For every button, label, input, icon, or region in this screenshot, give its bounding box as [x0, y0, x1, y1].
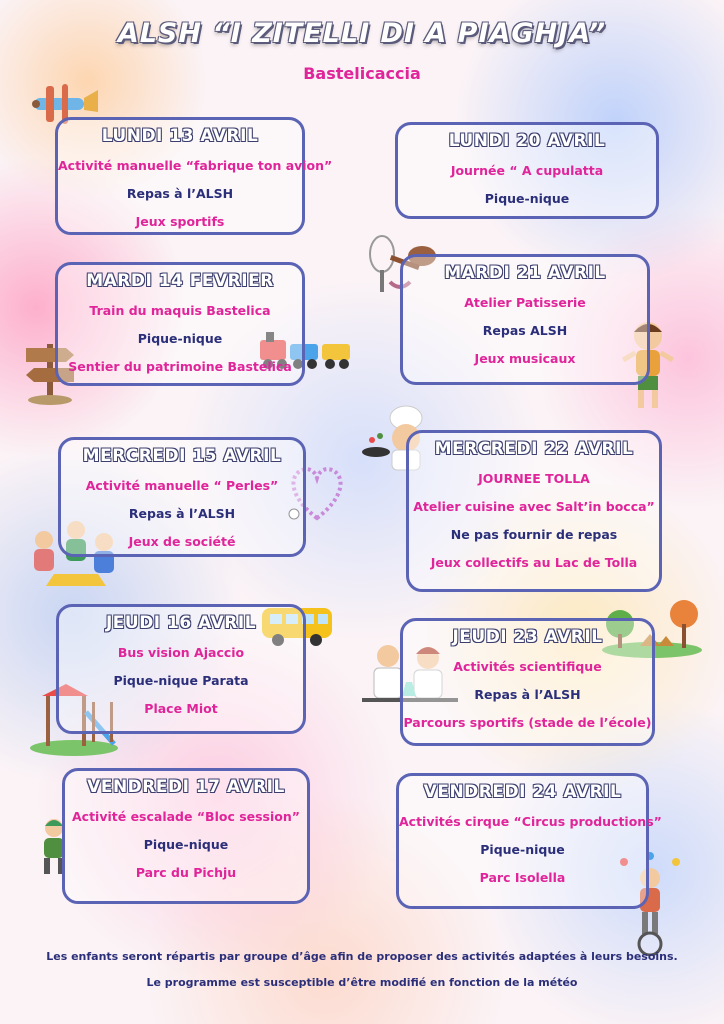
- activity-line: Atelier Patisserie: [464, 295, 586, 310]
- activity-line: Pique-nique: [143, 837, 229, 852]
- day-heading: MARDI 14 FEVRIER: [86, 271, 274, 291]
- activity-line: Pique-nique: [137, 331, 223, 346]
- day-heading: LUNDI 13 AVRIL: [101, 126, 259, 146]
- activity-line: Jeux collectifs au Lac de Tolla: [430, 555, 638, 570]
- activity-line: Journée “ A cupulatta: [450, 163, 604, 178]
- day-heading: MERCREDI 15 AVRIL: [82, 446, 282, 466]
- day-heading: JEUDI 23 AVRIL: [452, 627, 603, 647]
- day-heading: MARDI 21 AVRIL: [444, 263, 606, 283]
- activity-line: Atelier cuisine avec Salt’in bocca”: [413, 499, 655, 514]
- day-heading: JEUDI 16 AVRIL: [105, 613, 257, 633]
- day-heading: MERCREDI 22 AVRIL: [434, 439, 634, 459]
- activity-line: Activité manuelle “ Perles”: [85, 478, 279, 493]
- footer-note-weather: Le programme est susceptible d’être modifié en fonction de la météo: [146, 976, 578, 989]
- activity-line: Repas à l’ALSH: [128, 506, 236, 521]
- activity-line: Activité manuelle “fabrique ton avion”: [58, 158, 333, 173]
- activity-line: Pique-nique: [484, 191, 570, 206]
- day-card-lundi-13: [55, 117, 333, 235]
- day-heading: VENDREDI 17 AVRIL: [87, 777, 285, 797]
- activity-line: Train du maquis Bastelica: [89, 303, 271, 318]
- activity-line: Jeux de société: [128, 534, 236, 549]
- activity-line: Parc Isolella: [479, 870, 566, 885]
- activity-line: Bus vision Ajaccio: [117, 645, 245, 660]
- day-card-mercredi-22: [406, 430, 662, 592]
- day-card-mardi-14: [55, 262, 305, 386]
- day-card-mercredi-15: [58, 437, 306, 557]
- activity-line: Jeux musicaux: [474, 351, 576, 366]
- page-subtitle: Bastelicaccia: [303, 64, 421, 83]
- activity-line: Pique-nique Parata: [113, 673, 249, 688]
- activity-line: Activités cirque “Circus productions”: [399, 814, 662, 829]
- activity-line: Repas à l’ALSH: [126, 186, 234, 201]
- day-card-lundi-20: [395, 122, 659, 219]
- activity-line: Ne pas fournir de repas: [450, 527, 618, 542]
- activity-line: Pique-nique: [480, 842, 565, 857]
- day-heading: LUNDI 20 AVRIL: [448, 131, 606, 151]
- activity-line: Parcours sportifs (stade de l’école): [403, 715, 652, 730]
- activity-line: Parc du Pichju: [135, 865, 237, 880]
- activity-line: Repas ALSH: [482, 323, 568, 338]
- day-card-vendredi-17: [62, 768, 310, 904]
- day-card-jeudi-16: [56, 604, 306, 734]
- activity-line: Repas à l’ALSH: [474, 687, 581, 702]
- activity-line: Activités scientifique: [453, 659, 602, 674]
- day-card-jeudi-23: [400, 618, 655, 746]
- day-card-vendredi-24: [396, 773, 662, 909]
- page-title: ALSH “I ZITELLI DI A PIAGHJA”: [117, 18, 607, 49]
- activity-line: Jeux sportifs: [135, 214, 225, 229]
- activity-line: Sentier du patrimoine Bastelica: [68, 359, 292, 374]
- footer-note-groups: Les enfants seront répartis par groupe d’âge afin de proposer des activités adaptées à leurs besoins.: [46, 950, 678, 963]
- activity-line: Activité escalade “Bloc session”: [71, 809, 300, 824]
- activity-line: JOURNEE TOLLA: [478, 471, 590, 486]
- day-heading: VENDREDI 24 AVRIL: [423, 782, 622, 802]
- day-card-mardi-21: [400, 254, 650, 385]
- activity-line: Place Miot: [144, 701, 218, 716]
